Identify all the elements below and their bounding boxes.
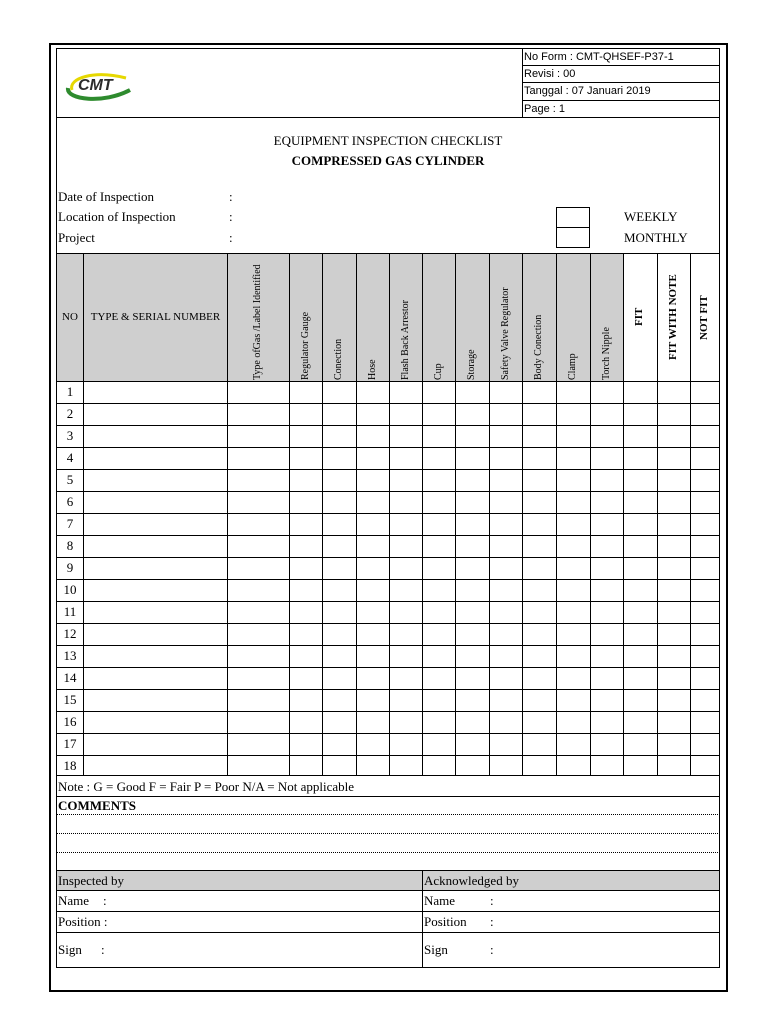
- table-column-rule: [422, 253, 423, 775]
- table-row-rule: [56, 447, 720, 448]
- table-row-rule: [56, 403, 720, 404]
- check-column-header: Regulator Gauge: [299, 311, 311, 380]
- row-number: 13: [63, 648, 77, 663]
- row-number: 12: [63, 626, 77, 641]
- comment-line[interactable]: [56, 852, 720, 853]
- acknowledged-by-label: Acknowledged by: [424, 873, 519, 888]
- weekly-checkbox[interactable]: [556, 207, 590, 228]
- colon: :: [490, 942, 494, 957]
- type-serial-column-header: TYPE & SERIAL NUMBER: [90, 311, 221, 323]
- row-number: 8: [66, 538, 74, 553]
- row-number: 16: [63, 714, 77, 729]
- rule: [56, 796, 720, 797]
- table-row-rule: [56, 667, 720, 668]
- revision: Revisi : 00: [524, 68, 576, 80]
- table-row-rule: [56, 623, 720, 624]
- location-of-inspection-label: Location of Inspection: [58, 209, 176, 224]
- table-column-rule: [556, 253, 557, 775]
- table-column-rule: [322, 253, 323, 775]
- inspector-sign-label: Sign: [58, 942, 82, 957]
- table-column-rule: [489, 253, 490, 775]
- signoff-divider: [422, 870, 423, 967]
- check-column-header: Cup: [432, 363, 444, 380]
- result-column-header: FIT: [633, 307, 645, 326]
- check-column-header: Torch Nipple: [600, 327, 612, 380]
- document-title: EQUIPMENT INSPECTION CHECKLIST: [273, 133, 503, 148]
- comment-line[interactable]: [56, 814, 720, 815]
- table-row-rule: [56, 601, 720, 602]
- table-row-rule: [56, 733, 720, 734]
- rule: [56, 890, 720, 891]
- table-column-rule: [623, 253, 624, 775]
- no-column-header: NO: [62, 311, 78, 323]
- form-date: Tanggal : 07 Januari 2019: [524, 85, 651, 97]
- table-column-rule: [289, 253, 290, 775]
- signoff-header-bg: [57, 871, 719, 890]
- check-column-header: Clamp: [567, 353, 578, 380]
- rule: [56, 870, 720, 871]
- project-label: Project: [58, 230, 95, 245]
- row-number: 7: [66, 516, 74, 531]
- header-divider: [522, 48, 523, 118]
- table-row-rule: [56, 425, 720, 426]
- row-number: 3: [66, 428, 74, 443]
- header-cell-bg: [228, 254, 623, 381]
- cmt-logo: [64, 68, 136, 104]
- colon: :: [229, 209, 233, 224]
- monthly-label: MONTHLY: [624, 230, 688, 245]
- row-number: 5: [66, 472, 74, 487]
- table-row-rule: [56, 579, 720, 580]
- row-number: 6: [66, 494, 74, 509]
- row-number: 9: [66, 560, 74, 575]
- table-row-rule: [56, 469, 720, 470]
- table-row-rule: [56, 775, 720, 776]
- row-number: 2: [66, 406, 74, 421]
- result-column-header: NOT FIT: [698, 294, 710, 340]
- table-column-rule: [590, 253, 591, 775]
- table-header-rule: [56, 381, 720, 382]
- svg-text:CMT: CMT: [78, 77, 113, 94]
- rule: [56, 932, 720, 933]
- legend-note: Note : G = Good F = Fair P = Poor N/A = Not applicable: [58, 779, 355, 794]
- form-number: No Form : CMT-QHSEF-P37-1: [524, 51, 674, 63]
- monthly-checkbox[interactable]: [556, 227, 590, 248]
- row-number: 11: [63, 604, 77, 619]
- table-row-rule: [56, 491, 720, 492]
- check-column-header: Type ofGas /Label Identified: [252, 264, 263, 380]
- table-row-rule: [56, 535, 720, 536]
- colon: :: [490, 893, 494, 908]
- header-bottom-rule: [56, 117, 720, 118]
- table-column-rule: [227, 253, 228, 775]
- check-column-header: Body Conection: [533, 314, 544, 380]
- table-row-rule: [56, 557, 720, 558]
- table-column-rule: [657, 253, 658, 775]
- page-number: Page : 1: [524, 103, 565, 115]
- table-row-rule: [56, 513, 720, 514]
- table-column-rule: [356, 253, 357, 775]
- check-column-header: Hose: [366, 359, 378, 380]
- acknowledger-sign-label: Sign: [424, 942, 448, 957]
- rule: [56, 911, 720, 912]
- acknowledger-name-label: Name: [424, 893, 456, 908]
- colon: :: [490, 914, 494, 929]
- inspector-position-label: Position :: [58, 914, 108, 929]
- table-row-rule: [56, 711, 720, 712]
- table-row-rule: [56, 755, 720, 756]
- table-row-rule: [56, 689, 720, 690]
- table-row-rule: [56, 645, 720, 646]
- colon: :: [229, 230, 233, 245]
- comment-line[interactable]: [56, 833, 720, 834]
- weekly-label: WEEKLY: [624, 209, 678, 224]
- row-number: 15: [63, 692, 77, 707]
- inspected-by-label: Inspected by: [58, 873, 125, 888]
- colon: :: [103, 893, 107, 908]
- table-column-rule: [83, 253, 84, 775]
- check-column-header: Safety Valve Regulator: [499, 287, 511, 380]
- check-column-header: Conection: [333, 338, 344, 380]
- table-column-rule: [690, 253, 691, 775]
- acknowledger-position-label: Position: [424, 914, 467, 929]
- row-number: 17: [63, 736, 77, 751]
- row-number: 14: [63, 670, 77, 685]
- date-of-inspection-label: Date of Inspection: [58, 189, 155, 204]
- table-column-rule: [455, 253, 456, 775]
- document-subtitle: COMPRESSED GAS CYLINDER: [291, 153, 485, 168]
- row-number: 18: [63, 758, 77, 773]
- colon: :: [101, 942, 105, 957]
- form-border: [56, 48, 720, 968]
- row-number: 4: [66, 450, 74, 465]
- comments-label: COMMENTS: [58, 798, 136, 813]
- table-top-rule: [56, 253, 720, 254]
- colon: :: [229, 189, 233, 204]
- table-column-rule: [389, 253, 390, 775]
- row-number: 1: [66, 384, 74, 399]
- check-column-header: Flash Back Arrestor: [399, 300, 411, 380]
- check-column-header: Storage: [466, 349, 477, 380]
- inspector-name-label: Name: [58, 893, 90, 908]
- result-column-header: FIT WITH NOTE: [666, 274, 679, 360]
- row-number: 10: [63, 582, 77, 597]
- table-column-rule: [522, 253, 523, 775]
